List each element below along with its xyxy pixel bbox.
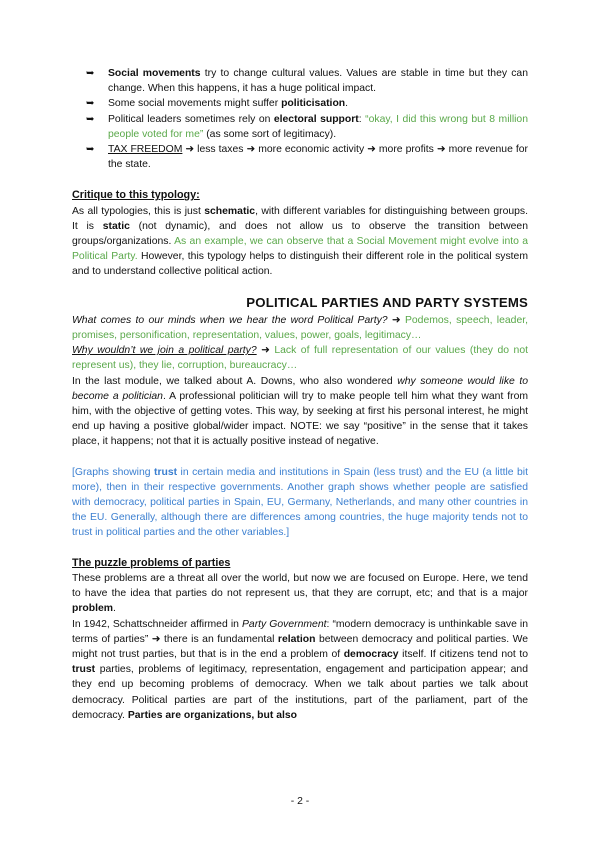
text-run: Political leaders sometimes rely on [108, 113, 274, 125]
text-run: Lack of full representation of our values (they do not represent us), they lie, corruption, bureaucracy… [72, 345, 528, 372]
text-run: trust [153, 466, 178, 478]
text-run: Parties are organizations, but also [127, 709, 298, 721]
text-run: Why wouldn’t we join a political party? [72, 345, 257, 357]
text-run: . [113, 603, 116, 615]
puzzle-heading: The puzzle problems of parties [72, 556, 231, 569]
bullet-text [108, 112, 528, 142]
text-run: , with different variables for distinguishing between groups. It is [72, 205, 528, 232]
arrow-bullet-icon: ➥ [86, 68, 95, 79]
critique-heading: Critique to this typology: [72, 189, 200, 202]
question-join-party [72, 343, 528, 373]
text-run: itself. If citizens tend not to [398, 648, 529, 660]
text-run: between democracy and political parties. We might not trust parties, but that is in the end a problem of [72, 633, 528, 660]
text-run: schematic [204, 205, 256, 217]
arrow-bullet-icon: ➥ [86, 113, 95, 125]
critique-paragraph [72, 204, 528, 280]
text-run: electoral support [273, 113, 359, 125]
bullet-list [72, 66, 528, 172]
text-run: TAX FREEDOM [108, 144, 183, 156]
bullet-text [108, 66, 528, 96]
text-run: politicisation [281, 98, 346, 110]
downs-paragraph [72, 374, 528, 450]
text-run: (not dynamic), and does not allow us to observe the transition between groups/organizations. [72, 220, 528, 248]
text-run: In the last module, we talked about A. Downs, who also wondered [72, 375, 398, 387]
text-run: Social movements [108, 68, 201, 79]
text-run: “okay, I did this wrong but 8 million people voted for me” [108, 113, 528, 140]
bullet-item [72, 142, 528, 172]
text-run: try to change cultural values. Values are stable in time but they can change. When this happens, it has a huge political impact. [108, 68, 528, 95]
document-page [72, 66, 528, 723]
text-run: In 1942, Schattschneider affirmed in [72, 618, 242, 630]
text-run: These problems are a threat all over the world, but now we are focused on Europe. Here, we tend to have the idea that parties do not represent us, that they are corrupt, etc; and that is a major [72, 572, 528, 600]
text-run: Some social movements might suffer [108, 98, 282, 110]
text-run: why someone would like to become a politician [72, 375, 528, 402]
text-run: democracy [343, 648, 399, 660]
bullet-item [72, 66, 528, 96]
text-run: Podemos, speech, leader, promises, personification, representation, values, power, goals, legitimacy… [72, 314, 528, 342]
text-run: problem [72, 603, 113, 615]
text-run: As an example, we can observe that a Social Movement might evolve into a Political Party. [72, 236, 528, 263]
text-run: What comes to our minds when we hear the word Political Party? [72, 314, 388, 326]
section-title: POLITICAL PARTIES AND PARTY SYSTEMS [246, 294, 528, 310]
arrow-bullet-icon: ➥ [86, 98, 95, 110]
text-run: (as some sort of legitimacy). [203, 128, 337, 140]
text-run: relation [277, 633, 316, 645]
bullet-item [72, 96, 528, 111]
schattschneider-paragraph [72, 617, 528, 723]
text-run: . [345, 98, 349, 110]
bullet-item [72, 112, 528, 142]
text-run: : “modern democracy is unthinkable save in terms of parties” ➜ there is an fundamental [72, 618, 529, 645]
puzzle-paragraph [72, 571, 528, 617]
text-run: parties, problems of legitimacy, representation, engagement and participation appear; and they end up becoming problems of democracy. When we talk about parties we talk about democracy. Political parties are part of the institutions, part of the parliament, part of the democracy. [72, 664, 528, 721]
bullet-text [108, 96, 528, 111]
text-run: : [358, 113, 366, 125]
text-run: . A professional politician will try to make people tell him what they want from him, with the objective of getting votes. This way, by seeking at first his personal interest, he might end up having a positive global/wider impact. NOTE: we say “positive” in the sense that it takes place, it happens; not that it is actually positive instead of negative. [72, 390, 529, 448]
text-run: As all typologies, this is just [72, 205, 205, 217]
text-run: static [102, 220, 130, 232]
text-run: trust [72, 664, 96, 676]
graphs-note-paragraph [72, 465, 528, 541]
question-political-party [72, 313, 528, 343]
text-run: Party Government [241, 618, 327, 630]
text-run: [Graphs showing [72, 466, 154, 478]
text-run: However, this typology helps to distinguish their different role in the political system and to understand collective political action. [72, 251, 528, 278]
text-run: ➜ [387, 314, 405, 326]
bullet-text [108, 142, 528, 172]
text-run: ➜ [256, 345, 275, 357]
text-run: in certain media and institutions in Spain (less trust) and the EU (a little bit more), then in their respective governments. Another graph shows whether people are satisfied with democracy, political parties in Spain, EU, Germany, Netherlands, and many other countries in the EU. Generally, although there are differences among countries, the huge majority tends not to trust in political parties and the other variables.] [72, 466, 528, 539]
page-number: - 2 - [290, 796, 310, 807]
text-run: ➜ less taxes ➜ more economic activity ➜ more profits ➜ more revenue for the state. [108, 144, 528, 171]
arrow-bullet-icon: ➥ [86, 144, 95, 156]
